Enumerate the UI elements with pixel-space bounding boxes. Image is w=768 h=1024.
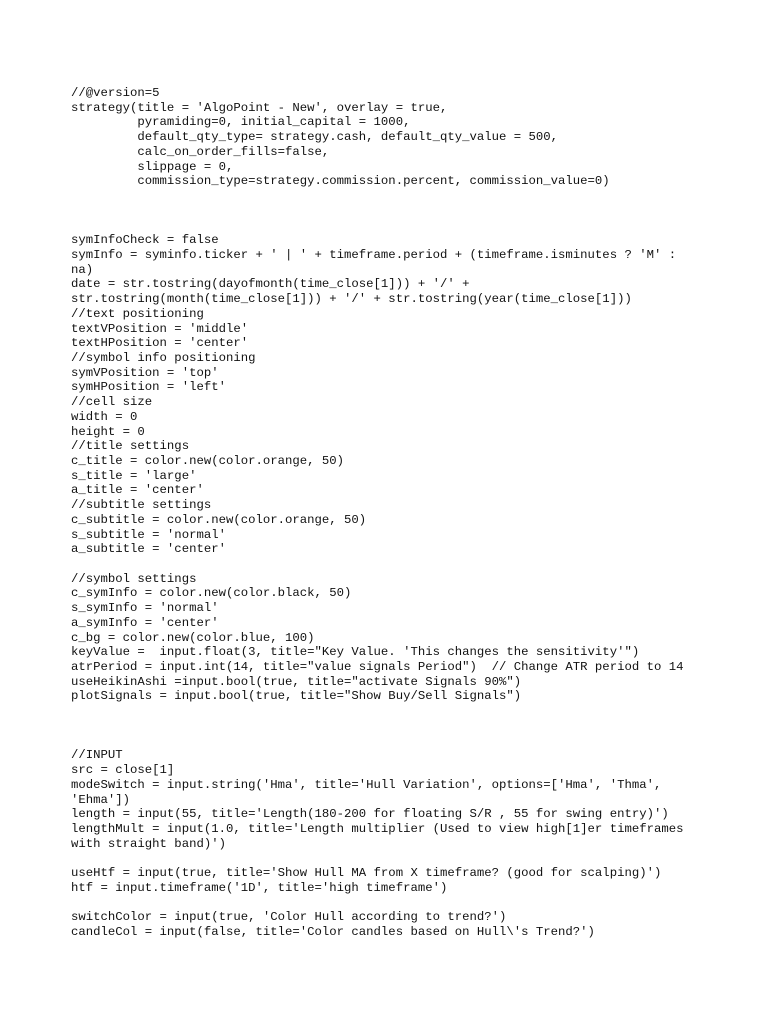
code-line: na) <box>71 262 94 277</box>
code-line: htf = input.timeframe('1D', title='high timeframe') <box>71 880 448 895</box>
code-line <box>71 704 731 719</box>
code-line: atrPeriod = input.int(14, title="value signals Period") // Change ATR period to 14 <box>71 660 684 675</box>
code-line: calc_on_order_fills=false, <box>71 144 330 159</box>
code-line: //@version=5 <box>71 86 160 100</box>
code-line: c_title = color.new(color.orange, 50) <box>71 453 345 468</box>
code-line: src = close[1] <box>71 763 175 778</box>
code-line <box>71 218 731 233</box>
code-line: str.tostring(month(time_close[1])) + '/' + str.tostring(year(time_close[1])) <box>71 292 632 307</box>
code-line: c_bg = color.new(color.blue, 100) <box>71 630 315 645</box>
code-line: 'Ehma']) <box>71 792 131 807</box>
code-line: width = 0 <box>71 409 138 424</box>
code-line: date = str.tostring(dayofmonth(time_close[1])) + '/' + <box>71 277 470 292</box>
code-line: c_symInfo = color.new(color.black, 50) <box>71 586 352 601</box>
code-line: switchColor = input(true, 'Color Hull according to trend?') <box>71 910 507 925</box>
code-line <box>71 189 731 204</box>
code-line: candleCol = input(false, title='Color candles based on Hull\'s Trend?') <box>71 924 595 939</box>
code-line <box>71 557 731 572</box>
code-line <box>71 896 731 911</box>
code-line: lengthMult = input(1.0, title='Length multiplier (Used to view high[1]er timeframes <box>71 821 684 836</box>
code-line: with straight band)') <box>71 836 226 851</box>
code-line: s_symInfo = 'normal' <box>71 601 219 616</box>
code-line: pyramiding=0, initial_capital = 1000, <box>71 115 411 130</box>
code-line <box>71 851 731 866</box>
code-line: keyValue = input.float(3, title="Key Value. 'This changes the sensitivity'") <box>71 645 640 660</box>
code-line: //symbol settings <box>71 571 197 586</box>
code-line: symInfoCheck = false <box>71 233 219 248</box>
code-line: textVPosition = 'middle' <box>71 321 249 336</box>
code-line: height = 0 <box>71 424 145 439</box>
code-line: default_qty_type= strategy.cash, default_qty_value = 500, <box>71 130 559 145</box>
code-line: textHPosition = 'center' <box>71 336 249 351</box>
code-line: symVPosition = 'top' <box>71 365 219 380</box>
code-line: plotSignals = input.bool(true, title="Show Buy/Sell Signals") <box>71 689 522 704</box>
code-line: useHtf = input(true, title='Show Hull MA from X timeframe? (good for scalping)') <box>71 866 662 881</box>
code-line <box>71 734 731 749</box>
code-line: //INPUT <box>71 748 123 763</box>
code-line: commission_type=strategy.commission.percent, commission_value=0) <box>71 174 610 189</box>
code-line: c_subtitle = color.new(color.orange, 50) <box>71 512 367 527</box>
code-block <box>71 86 731 940</box>
code-line: symHPosition = 'left' <box>71 380 226 395</box>
code-line <box>71 204 731 219</box>
code-line <box>71 719 731 734</box>
code-line: //title settings <box>71 439 190 454</box>
code-line: a_title = 'center' <box>71 483 204 498</box>
code-line: slippage = 0, <box>71 159 234 174</box>
code-line: s_title = 'large' <box>71 468 197 483</box>
code-line: useHeikinAshi =input.bool(true, title="activate Signals 90%") <box>71 674 522 689</box>
code-line: length = input(55, title='Length(180-200 for floating S/R , 55 for swing entry)') <box>71 807 669 822</box>
code-line: strategy(title = 'AlgoPoint - New', overlay = true, <box>71 100 448 115</box>
code-line: a_subtitle = 'center' <box>71 542 226 557</box>
code-line: //text positioning <box>71 306 204 321</box>
code-line: //cell size <box>71 395 153 410</box>
code-line: a_symInfo = 'center' <box>71 615 219 630</box>
code-line: symInfo = syminfo.ticker + ' | ' + timeframe.period + (timeframe.isminutes ? 'M' : <box>71 247 677 262</box>
code-line: s_subtitle = 'normal' <box>71 527 226 542</box>
code-line: //subtitle settings <box>71 498 212 513</box>
code-line: modeSwitch = input.string('Hma', title='Hull Variation', options=['Hma', 'Thma', <box>71 777 662 792</box>
code-line: //symbol info positioning <box>71 350 256 365</box>
